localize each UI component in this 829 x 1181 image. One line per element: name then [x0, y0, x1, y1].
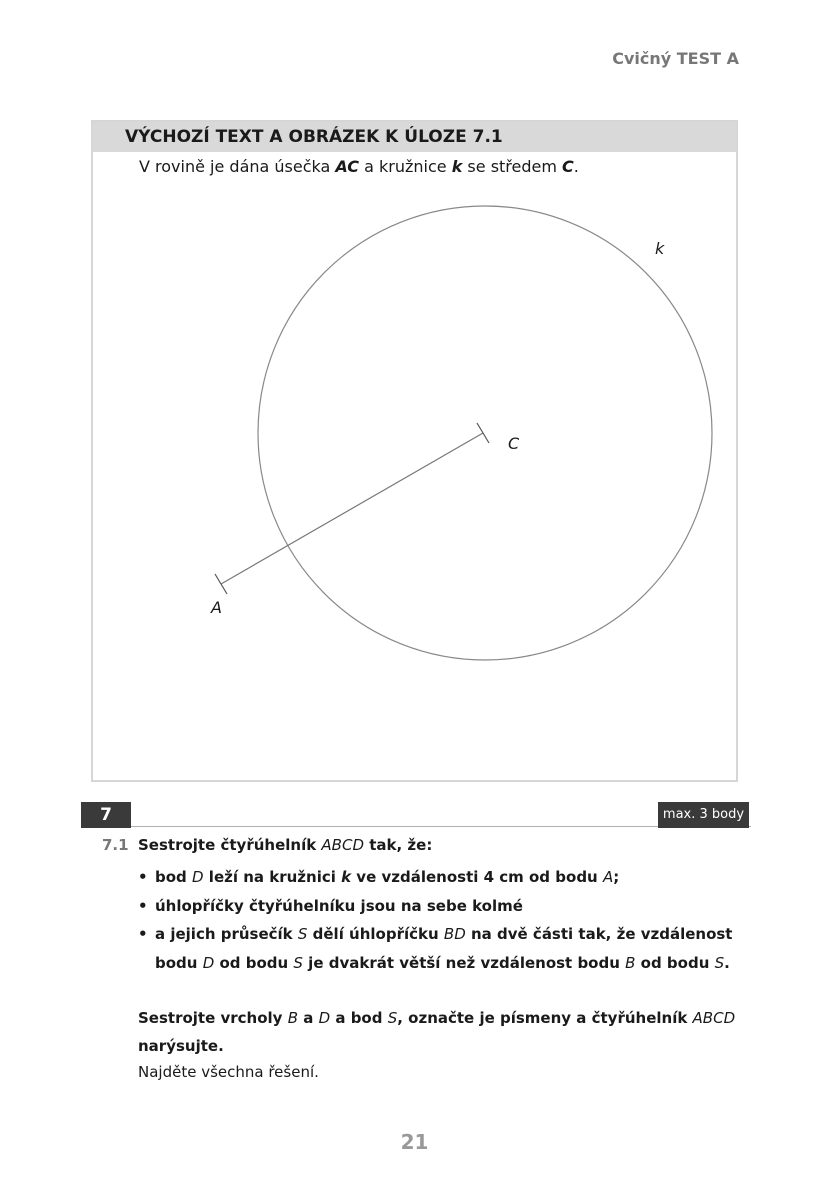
list-item: • bod D leží na kružnici k ve vzdálenosti 4 cm od bodu A;	[138, 863, 758, 892]
condition-list	[138, 863, 758, 977]
figure-text: V rovině je dána úsečka AC a kružnice k se středem C.	[139, 157, 579, 176]
figure-title: VÝCHOZÍ TEXT A OBRÁZEK K ÚLOZE 7.1	[93, 122, 736, 152]
find-all-note: Najděte všechna řešení.	[138, 1063, 319, 1081]
label-k: k	[655, 239, 665, 258]
page-number: 21	[400, 1130, 429, 1154]
max-points-badge: max. 3 body	[658, 802, 749, 828]
label-c: C	[508, 434, 520, 453]
tick-a	[215, 574, 227, 594]
list-item: • úhlopříčky čtyřúhelníku jsou na sebe kolmé	[138, 892, 758, 921]
list-item: • a jejich průsečík S dělí úhlopříčku BD na dvě části tak, že vzdálenost bodu D od bodu S je dvakrát větší než vzdálenost bodu B od bodu S.	[138, 920, 758, 977]
tick-c	[477, 423, 489, 443]
segment-ac	[221, 433, 483, 584]
subtask-number: 7.1	[102, 836, 129, 854]
geometry-drawing	[93, 122, 736, 780]
figure-box	[91, 120, 738, 782]
task-number-badge: 7	[81, 802, 131, 828]
page-header: Cvičný TEST A	[612, 49, 739, 68]
label-a: A	[211, 598, 222, 617]
task-lead: Sestrojte čtyřúhelník ABCD tak, že:	[138, 836, 433, 854]
construction-instruction: Sestrojte vrcholy B a D a bod S, označte je písmeny a čtyřúhelník ABCD narýsujte.	[138, 1009, 736, 1055]
circle-k	[258, 206, 712, 660]
